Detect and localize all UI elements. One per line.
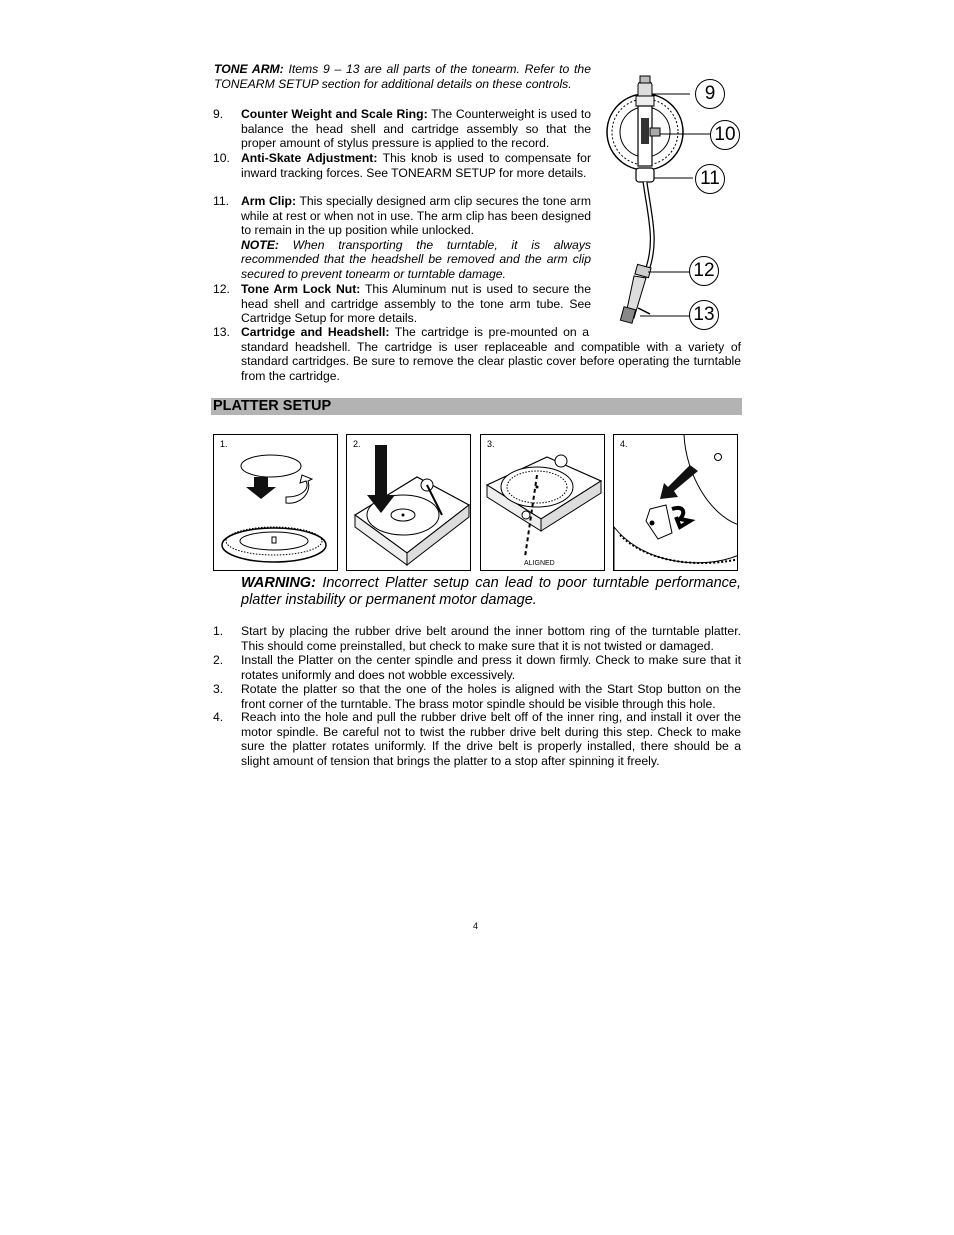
item-term: Tone Arm Lock Nut: bbox=[241, 282, 361, 296]
step-number: 4. bbox=[213, 710, 224, 724]
warning-text: Incorrect Platter setup can lead to poor turntable performance, platter instability or permanent motor damage. bbox=[241, 575, 742, 608]
figure-1 bbox=[213, 434, 338, 571]
tonearm-item-10 bbox=[213, 151, 591, 180]
rotate-arrow bbox=[286, 475, 312, 503]
tonearm-base bbox=[555, 455, 567, 467]
callout-11: 11 bbox=[695, 164, 725, 194]
figure-label: 1. bbox=[220, 439, 228, 449]
aligned-caption: ALIGNED bbox=[524, 560, 555, 567]
pivot-bearing bbox=[641, 118, 649, 144]
item-text: This knob is used to compensate for inward tracking forces. See TONEARM SETUP for more details. bbox=[241, 151, 591, 180]
figure-label: 2. bbox=[353, 439, 361, 449]
figure-4-illustration bbox=[614, 435, 738, 571]
finger-lift bbox=[638, 308, 650, 314]
item-number: 11. bbox=[213, 194, 230, 208]
figure-label: 3. bbox=[487, 439, 495, 449]
install-arrow bbox=[672, 508, 690, 527]
item-number: 10. bbox=[213, 151, 230, 165]
callout-10: 10 bbox=[710, 120, 740, 150]
figure-label: 4. bbox=[620, 439, 628, 449]
item-text: This specially designed arm clip secures the tone arm while at rest or when not in use. The arm clip has been designed to remain in the up position while unlocked. bbox=[241, 194, 591, 238]
counterweight-cap bbox=[640, 76, 650, 83]
spindle bbox=[402, 514, 405, 517]
step-text: Reach into the hole and pull the rubber drive belt off of the inner ring, and install it over the motor spindle. Be careful not to twist the rubber drive belt during this step. Check to make sure the platter rotates uniformly. If the drive belt is properly installed, there should be a slight amount of tension that brings the platter to a stop after spinning it freely. bbox=[241, 710, 741, 768]
anti-skate-knob bbox=[650, 128, 660, 136]
setup-step-3 bbox=[213, 682, 741, 711]
item-term: Counter Weight and Scale Ring: bbox=[241, 107, 428, 121]
platter-arc bbox=[684, 435, 738, 525]
step-number: 1. bbox=[213, 624, 224, 638]
figure-4 bbox=[613, 434, 738, 571]
setup-step-1 bbox=[213, 624, 741, 653]
arm-clip-note bbox=[241, 238, 591, 282]
platter-edge bbox=[614, 527, 738, 571]
item-text: The cartridge is pre-mounted on a standard headshell. The cartridge is user replaceable and compatible with a variety of standard cartridges. Be sure to remove the clear plastic cover before operating the turntable from the cartridge. bbox=[241, 325, 741, 383]
setup-step-4 bbox=[213, 710, 741, 768]
page-number: 4 bbox=[473, 921, 479, 931]
tonearm-intro-label: TONE ARM: bbox=[214, 62, 284, 76]
cartridge bbox=[620, 307, 635, 324]
platter-inner-ring bbox=[240, 532, 308, 550]
step-number: 3. bbox=[213, 682, 224, 696]
scale-ring bbox=[636, 96, 654, 106]
item-text: The Counterweight is used to balance the head shell and cartridge assembly so that the proper amount of stylus pressure is applied to the record. bbox=[241, 107, 591, 151]
item-number: 12. bbox=[213, 282, 230, 296]
callout-13: 13 bbox=[689, 300, 719, 330]
figure-2-illustration bbox=[347, 435, 471, 571]
arm-clip bbox=[636, 168, 654, 182]
platter-hole bbox=[522, 511, 530, 519]
figure-1-illustration bbox=[214, 435, 338, 571]
item-term: Arm Clip: bbox=[241, 194, 297, 208]
motor-spindle bbox=[650, 521, 655, 526]
spindle-hole bbox=[715, 454, 722, 461]
warning-label: WARNING: bbox=[241, 575, 316, 591]
tonearm-intro-text: Items 9 – 13 are all parts of the tonearm. Refer to the TONEARM SETUP section for additional details on these controls. bbox=[214, 62, 591, 91]
step-number: 2. bbox=[213, 653, 224, 667]
step-text: Install the Platter on the center spindle and press it down firmly. Check to make sure that it rotates uniformly and does not wobble excessively. bbox=[241, 653, 741, 682]
item-term: Anti-Skate Adjustment: bbox=[241, 151, 378, 165]
down-arrow bbox=[246, 477, 276, 499]
drive-belt bbox=[241, 455, 301, 477]
item-number: 13. bbox=[213, 325, 230, 339]
figure-3 bbox=[480, 434, 605, 571]
pull-arrow bbox=[660, 465, 698, 499]
warning bbox=[241, 575, 741, 608]
callout-9: 9 bbox=[695, 79, 725, 109]
tonearm-item-11 bbox=[213, 194, 592, 282]
setup-step-2 bbox=[213, 653, 741, 682]
step-text: Start by placing the rubber drive belt around the inner bottom ring of the turntable platter. This should come preinstalled, but check to make sure that it is not twisted or damaged. bbox=[241, 624, 741, 653]
tonearm-item-12 bbox=[213, 282, 591, 326]
step-text: Rotate the platter so that the one of the holes is aligned with the Start Stop button on the front corner of the turntable. The brass motor spindle should be visible through this hole. bbox=[241, 682, 741, 711]
note-label: NOTE: bbox=[241, 237, 279, 252]
figure-3-illustration bbox=[481, 435, 605, 571]
item-term: Cartridge and Headshell: bbox=[241, 325, 390, 339]
tonearm-illustration bbox=[598, 68, 748, 338]
item-text: This Aluminum nut is used to secure the head shell and cartridge assembly to the tone arm tube. See Cartridge Setup for more details. bbox=[241, 282, 591, 326]
figure-2 bbox=[346, 434, 471, 571]
tonearm-item-9 bbox=[213, 107, 591, 151]
callout-12: 12 bbox=[689, 256, 719, 286]
note-text: When transporting the turntable, it is always recommended that the headshell be removed and the arm clip secured to prevent tonearm or turntable damage. bbox=[241, 237, 592, 281]
item-number: 9. bbox=[213, 107, 224, 121]
tonearm-intro bbox=[214, 62, 591, 91]
section-title: PLATTER SETUP bbox=[213, 398, 332, 414]
